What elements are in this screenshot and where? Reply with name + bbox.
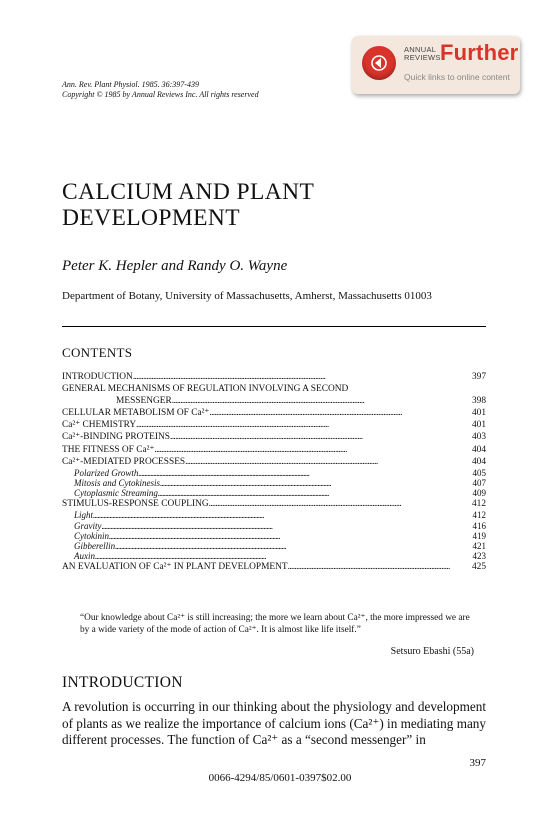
annual-reviews-logo-text: ANNUAL REVIEWS: [404, 45, 441, 62]
toc-entry[interactable]: MESSENGER . . . 398: [62, 395, 486, 407]
journal-citation: [62, 80, 259, 100]
author-affiliation: Department of Botany, University of Massachusetts, Amherst, Massachusetts 01003: [62, 290, 432, 302]
annual-reviews-further-badge[interactable]: [352, 36, 520, 94]
section-divider: [62, 326, 486, 327]
copyright-line: Copyright © 1985 by Annual Reviews Inc. All rights reserved: [62, 90, 259, 99]
toc-entry[interactable]: INTRODUCTION . . . 397: [62, 371, 486, 383]
introduction-paragraph: A revolution is occurring in our thinking about the physiology and development of plants as we realize the importance of calcium ions (Ca²⁺) in mediating many different processes. The function of Ca²⁺ as a “second messenger” in: [62, 699, 486, 748]
toc-subentry[interactable]: Gibberellin . . . 421: [62, 541, 486, 551]
toc-entry[interactable]: STIMULUS-RESPONSE COUPLING . . . 412: [62, 498, 486, 510]
further-tagline: Quick links to online content: [404, 72, 510, 82]
citation-line: Ann. Rev. Plant Physiol. 1985. 36:397-439: [62, 80, 199, 89]
article-code: 0066-4294/85/0601-0397$02.00: [208, 772, 352, 784]
toc-entry[interactable]: CELLULAR METABOLISM OF Ca²⁺ . . . 401: [62, 407, 486, 419]
back-arrow-icon: [362, 46, 396, 80]
toc-entry[interactable]: GENERAL MECHANISMS OF REGULATION INVOLVING A SECOND: [62, 384, 349, 395]
article-authors: Peter K. Hepler and Randy O. Wayne: [62, 258, 288, 274]
toc-subentry[interactable]: Cytoplasmic Streaming . . . 409: [62, 488, 486, 498]
toc-entry[interactable]: Ca²⁺ CHEMISTRY . . . 401: [62, 419, 486, 431]
epigraph-attribution: Setsuro Ebashi (55a): [390, 646, 474, 657]
toc-subentry[interactable]: Auxin . . . 423: [62, 551, 486, 561]
toc-entry[interactable]: Ca²⁺-BINDING PROTEINS . . . 403: [62, 431, 486, 443]
toc-entry[interactable]: Ca²⁺-MEDIATED PROCESSES . . . 404: [62, 456, 486, 468]
toc-subentry[interactable]: Mitosis and Cytokinesis . . . 407: [62, 478, 486, 488]
toc-subentry[interactable]: Cytokinin . . . 419: [62, 531, 486, 541]
article-title: CALCIUM AND PLANT DEVELOPMENT: [62, 179, 315, 231]
contents-heading: CONTENTS: [62, 345, 133, 360]
toc-entry[interactable]: AN EVALUATION OF Ca²⁺ IN PLANT DEVELOPMENT . . . 425: [62, 561, 486, 573]
toc-subentry[interactable]: Light . . . 412: [62, 510, 486, 520]
table-of-contents: [62, 371, 486, 573]
epigraph-quote: “Our knowledge about Ca²⁺ is still increasing; the more we learn about Ca²⁺, the more impressed we are by a wide variety of the mode of action of Ca²⁺. It is almost like life itself.”: [80, 613, 470, 635]
toc-entry[interactable]: THE FITNESS OF Ca²⁺ . . . 404: [62, 444, 486, 456]
introduction-heading: INTRODUCTION: [62, 674, 183, 691]
page-number: 397: [469, 757, 486, 769]
toc-subentry[interactable]: Polarized Growth . . . 405: [62, 468, 486, 478]
toc-subentry[interactable]: Gravity . . . 416: [62, 521, 486, 531]
further-brand: Further: [440, 40, 519, 65]
